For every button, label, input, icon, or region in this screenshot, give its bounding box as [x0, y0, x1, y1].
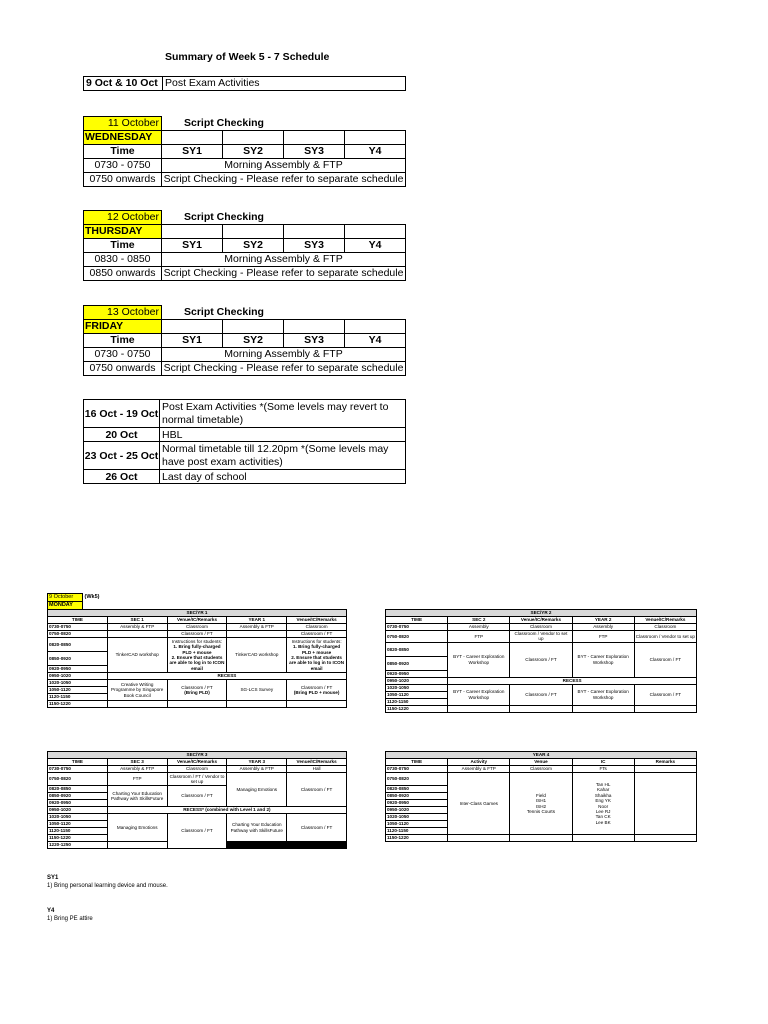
empty-cell: [162, 131, 223, 145]
cell: SG-LCS Survey: [227, 680, 287, 701]
time-cell: 1150-1220: [48, 835, 108, 842]
day-weekday: WEDNESDAY: [84, 131, 162, 145]
cell: Classroom: [510, 624, 572, 631]
cell: TinkerCAD workshop: [107, 638, 167, 673]
recess-row: RECESS: [107, 673, 346, 680]
cell: [107, 842, 167, 849]
cell: Assembly: [448, 624, 510, 631]
cell: [227, 631, 287, 638]
empty-cell: [223, 225, 284, 239]
day-label: Script Checking: [184, 210, 264, 223]
day-label: Script Checking: [184, 305, 264, 318]
cell: [448, 835, 510, 842]
cell: Classroom / FT: [167, 786, 227, 807]
header-y4: Y4: [345, 145, 406, 159]
cell: Assembly & FTP: [448, 766, 510, 773]
summary-text: Last day of school: [160, 470, 406, 484]
time-cell: 1120-1150: [48, 828, 108, 835]
cell: Managing Emotions: [227, 773, 287, 807]
day-block-friday: [83, 305, 406, 376]
ic-line: Lee BK: [595, 819, 611, 825]
header-sy3: SY3: [284, 334, 345, 348]
time-cell: 0730-0750: [386, 624, 448, 631]
cell: [510, 705, 572, 712]
time-cell: 1020-1050: [48, 814, 108, 821]
row-text: Script Checking - Please refer to separate schedule: [162, 362, 406, 376]
time-cell: 1050-1120: [386, 821, 448, 828]
header-sy2: SY2: [223, 334, 284, 348]
day-weekday: THURSDAY: [84, 225, 162, 239]
row-text: Script Checking - Please refer to separate schedule: [162, 173, 406, 187]
cell: [510, 835, 572, 842]
cell: Classroom: [634, 624, 696, 631]
cell: Classroom / Vendor to set up: [634, 631, 696, 643]
cell: [634, 773, 696, 835]
time-cell: 1020-1050: [48, 680, 108, 687]
col-header: YEAR 2: [572, 617, 634, 624]
header-sy3: SY3: [284, 145, 345, 159]
empty-cell: [345, 225, 406, 239]
col-header: SEC 1: [107, 617, 167, 624]
time-cell: 0950-1020: [386, 677, 448, 684]
time-cell: 0820-0850: [48, 638, 108, 652]
time-cell: 0730-0750: [48, 624, 108, 631]
note-sy1-heading: SY1: [47, 875, 59, 881]
ic-line: Shaikha: [594, 792, 612, 798]
cell: [634, 766, 696, 773]
time-cell: 0750-0820: [386, 773, 448, 786]
summary-dates: 23 Oct - 25 Oct: [84, 442, 160, 470]
empty-cell: [162, 225, 223, 239]
cell: [510, 773, 572, 835]
time-cell: 0730-0750: [48, 766, 108, 773]
empty-cell: [223, 131, 284, 145]
ic-line: Tan CK: [595, 814, 611, 820]
row-time: 0850 onwards: [84, 267, 162, 281]
time-cell: 1150-1220: [48, 701, 108, 708]
cell: Assembly & FTP: [227, 624, 287, 631]
time-cell: 0850-0920: [386, 793, 448, 800]
sec1-title: SEC/YR 1: [48, 610, 347, 617]
cell: Classroom: [287, 624, 347, 631]
instr-line: Instructions for students:: [291, 638, 342, 644]
col-header: SEC 3: [107, 759, 167, 766]
cell: [572, 773, 634, 835]
cell: Assembly: [572, 624, 634, 631]
cell: Classroom / Vendor to set up: [510, 631, 572, 643]
day-label: Script Checking: [184, 116, 264, 129]
cell: Creative Writing Programme by Singapore Book Council: [107, 680, 167, 701]
cell: BYT - Career Exploration Workshop: [572, 684, 634, 705]
col-header: Venue/IC/Remarks: [287, 759, 347, 766]
cell: Assembly & FTP: [107, 624, 167, 631]
cell: [634, 835, 696, 842]
row-time: 0730 - 0750: [84, 159, 162, 173]
day-weekday: FRIDAY: [84, 320, 162, 334]
time-cell: 0950-1020: [48, 807, 108, 814]
summary-text: Post Exam Activities *(Some levels may revert to normal timetable): [160, 400, 406, 428]
col-header: TIME: [386, 617, 448, 624]
cell: Inter-Class Games: [448, 773, 510, 835]
recess-row: RECESS: [448, 677, 697, 684]
day-table: [83, 210, 406, 281]
cell: [572, 835, 634, 842]
cell: Assembly & FTP: [107, 766, 167, 773]
sec2-title: SEC/YR 2: [386, 610, 697, 617]
time-cell: 0820-0850: [48, 786, 108, 793]
time-cell: 0750-0820: [48, 631, 108, 638]
post-exam-row: [83, 76, 406, 91]
note-y4-text: 1) Bring PE attire: [47, 916, 93, 922]
ic-line: Noor: [598, 803, 609, 809]
col-header: YEAR 1: [227, 617, 287, 624]
col-header: TIME: [48, 759, 108, 766]
time-cell: 0820-0850: [386, 642, 448, 656]
venue-line: (Bring PLD): [184, 690, 210, 695]
instr-line: 2. Ensure that students are able to log in to ICON email: [169, 655, 225, 671]
time-cell: 1050-1120: [386, 691, 448, 698]
day-date: 11 October: [84, 117, 162, 131]
recess-row: RECESS* (combined with Level 1 and 2): [107, 807, 346, 814]
venue-line: Tennis Courts: [526, 808, 556, 814]
summary-table: [83, 399, 406, 484]
dates-cell: 9 Oct & 10 Oct: [84, 77, 163, 91]
cell: [107, 701, 167, 708]
monday-header: [47, 593, 100, 610]
header-time: Time: [84, 145, 162, 159]
sec3-table: [47, 751, 347, 849]
monday-date: 9 October: [47, 593, 83, 602]
ic-line: Eng YK: [595, 798, 611, 804]
cell: [167, 680, 227, 701]
header-time: Time: [84, 239, 162, 253]
header-sy1: SY1: [162, 239, 223, 253]
day-block-wednesday: [83, 116, 406, 187]
header-time: Time: [84, 334, 162, 348]
header-sy2: SY2: [223, 145, 284, 159]
col-header: Venue: [510, 759, 572, 766]
day-date: 13 October: [84, 306, 162, 320]
time-cell: 0920-0950: [48, 800, 108, 807]
col-header: Venue/IC/Remarks: [634, 617, 696, 624]
cell: TinkerCAD workshop: [227, 638, 287, 673]
cell: BYT - Career Exploration Workshop: [572, 642, 634, 677]
time-cell: 0850-0920: [48, 652, 108, 666]
note-sy1-text: 1) Bring personal learning device and mouse.: [47, 883, 168, 889]
row-text: Morning Assembly & FTP: [162, 253, 406, 267]
time-cell: 1050-1120: [48, 821, 108, 828]
time-cell: 1120-1150: [386, 828, 448, 835]
cell: Charting Your Education Pathway with SkillsFuture: [227, 814, 287, 842]
time-cell: 1020-1050: [386, 684, 448, 691]
col-header: Venue/IC/Remarks: [167, 617, 227, 624]
blacked-cell: [287, 842, 347, 849]
header-sy1: SY1: [162, 334, 223, 348]
ic-line: Tan HL: [595, 781, 611, 787]
cell: [287, 680, 347, 701]
header-y4: Y4: [345, 239, 406, 253]
cell: Classroom / FT: [287, 773, 347, 807]
cell: [572, 705, 634, 712]
cell: [287, 701, 347, 708]
cell: FTP: [572, 631, 634, 643]
cell: BYT - Career Exploration Workshop: [448, 684, 510, 705]
cell: [448, 705, 510, 712]
day-table: [83, 116, 406, 187]
day-block-thursday: [83, 210, 406, 281]
yr4-table: [385, 751, 697, 842]
cell: Classroom: [167, 766, 227, 773]
cell: FTP: [107, 773, 167, 786]
empty-cell: [162, 320, 223, 334]
monday-weekday: MONDAY: [47, 602, 83, 610]
cell: Hall: [287, 766, 347, 773]
venue-line: (Bring PLD + mouse): [293, 690, 340, 695]
instr-line: 1. Bring fully-charged PLD + mouse: [173, 644, 221, 655]
cell: Classroom / FT: [634, 684, 696, 705]
cell: Charting Your Education Pathway with SkillsFuture: [107, 786, 167, 807]
row-text: Morning Assembly & FTP: [162, 348, 406, 362]
cell: BYT - Career Exploration Workshop: [448, 642, 510, 677]
cell: [167, 638, 227, 673]
venue-line: ISH1: [535, 798, 547, 804]
row-text: Script Checking - Please refer to separate schedule: [162, 267, 406, 281]
cell: Classroom / FT: [510, 642, 572, 677]
summary-text: HBL: [160, 428, 406, 442]
yr4-title: YEAR 4: [386, 752, 697, 759]
time-cell: 1150-1220: [386, 705, 448, 712]
col-header: Activity: [448, 759, 510, 766]
empty-cell: [284, 131, 345, 145]
cell: Assembly & FTP: [227, 766, 287, 773]
col-header: Venue/IC/Remarks: [287, 617, 347, 624]
time-cell: 0920-0950: [48, 666, 108, 673]
empty-cell: [345, 320, 406, 334]
col-header: Venue/IC/Remarks: [510, 617, 572, 624]
cell: Classroom / FT: [634, 642, 696, 677]
cell: Classroom / FT: [287, 631, 347, 638]
cell: FTP: [448, 631, 510, 643]
time-cell: 0750-0820: [386, 631, 448, 643]
venue-line: Classroom / FT: [300, 684, 333, 690]
cell: Managing Emotions: [107, 814, 167, 842]
cell: Classroom / FT: [167, 631, 227, 638]
time-cell: 0730-0750: [386, 766, 448, 773]
empty-cell: [284, 225, 345, 239]
header-y4: Y4: [345, 334, 406, 348]
time-cell: 1220-1250: [48, 842, 108, 849]
day-date: 12 October: [84, 211, 162, 225]
note-y4-heading: Y4: [47, 908, 55, 914]
header-sy3: SY3: [284, 239, 345, 253]
summary-dates: 16 Oct - 19 Oct: [84, 400, 160, 428]
empty-cell: [223, 320, 284, 334]
col-header: Venue/IC/Remarks: [167, 759, 227, 766]
time-cell: 1120-1150: [386, 698, 448, 705]
summary-dates: 26 Oct: [84, 470, 160, 484]
time-cell: 1150-1220: [386, 835, 448, 842]
venue-line: Field: [535, 792, 546, 798]
activity-cell: Post Exam Activities: [163, 77, 406, 91]
header-sy1: SY1: [162, 145, 223, 159]
time-cell: 0920-0950: [386, 670, 448, 677]
week-label: (Wk5): [84, 594, 100, 600]
cell: Classroom: [167, 624, 227, 631]
cell: [227, 701, 287, 708]
cell: FTs: [572, 766, 634, 773]
cell: [287, 638, 347, 673]
empty-cell: [284, 320, 345, 334]
cell: Classroom / FT: [167, 814, 227, 849]
summary-dates: 20 Oct: [84, 428, 160, 442]
instr-line: 1. Bring fully-charged PLD + mouse: [292, 644, 341, 655]
col-header: YEAR 3: [227, 759, 287, 766]
col-header: Remarks: [634, 759, 696, 766]
sec2-table: [385, 609, 697, 713]
blacked-cell: [227, 842, 287, 849]
time-cell: 0850-0920: [386, 656, 448, 670]
time-cell: 0950-1020: [386, 807, 448, 814]
row-time: 0750 onwards: [84, 362, 162, 376]
day-table: [83, 305, 406, 376]
cell: Classroom / FT: [510, 684, 572, 705]
time-cell: 0750-0820: [48, 773, 108, 786]
col-header: TIME: [48, 617, 108, 624]
col-header: IC: [572, 759, 634, 766]
cell: Classroom: [510, 766, 572, 773]
sec3-title: SEC/YR 3: [48, 752, 347, 759]
row-time: 0830 - 0850: [84, 253, 162, 267]
page-title: Summary of Week 5 - 7 Schedule: [165, 51, 330, 63]
instr-line: 2. Ensure that students are able to log in to ICON email: [289, 655, 345, 671]
ic-line: Lee RJ: [595, 808, 611, 814]
summary-text: Normal timetable till 12.20pm *(Some levels may have post exam activities): [160, 442, 406, 470]
cell: Classroom / FT: [287, 814, 347, 842]
col-header: TIME: [386, 759, 448, 766]
cell: [107, 631, 167, 638]
col-header: SEC 2: [448, 617, 510, 624]
row-time: 0730 - 0750: [84, 348, 162, 362]
time-cell: 0920-0950: [386, 800, 448, 807]
row-time: 0750 onwards: [84, 173, 162, 187]
sec1-table: [47, 609, 347, 708]
venue-line: ISH2: [535, 803, 547, 809]
time-cell: 0950-1020: [48, 673, 108, 680]
venue-line: Classroom / FT: [181, 684, 213, 690]
cell: Classroom / FT / Vendor to set up: [167, 773, 227, 786]
time-cell: 1020-1050: [386, 814, 448, 821]
header-sy2: SY2: [223, 239, 284, 253]
cell: [634, 705, 696, 712]
row-text: Morning Assembly & FTP: [162, 159, 406, 173]
ic-line: Kahar: [597, 787, 610, 793]
time-cell: 0850-0920: [48, 793, 108, 800]
empty-cell: [345, 131, 406, 145]
time-cell: 1050-1120: [48, 687, 108, 694]
time-cell: 1120-1150: [48, 694, 108, 701]
time-cell: 0820-0850: [386, 786, 448, 793]
cell: [167, 701, 227, 708]
instr-line: Instructions for students:: [171, 638, 223, 644]
